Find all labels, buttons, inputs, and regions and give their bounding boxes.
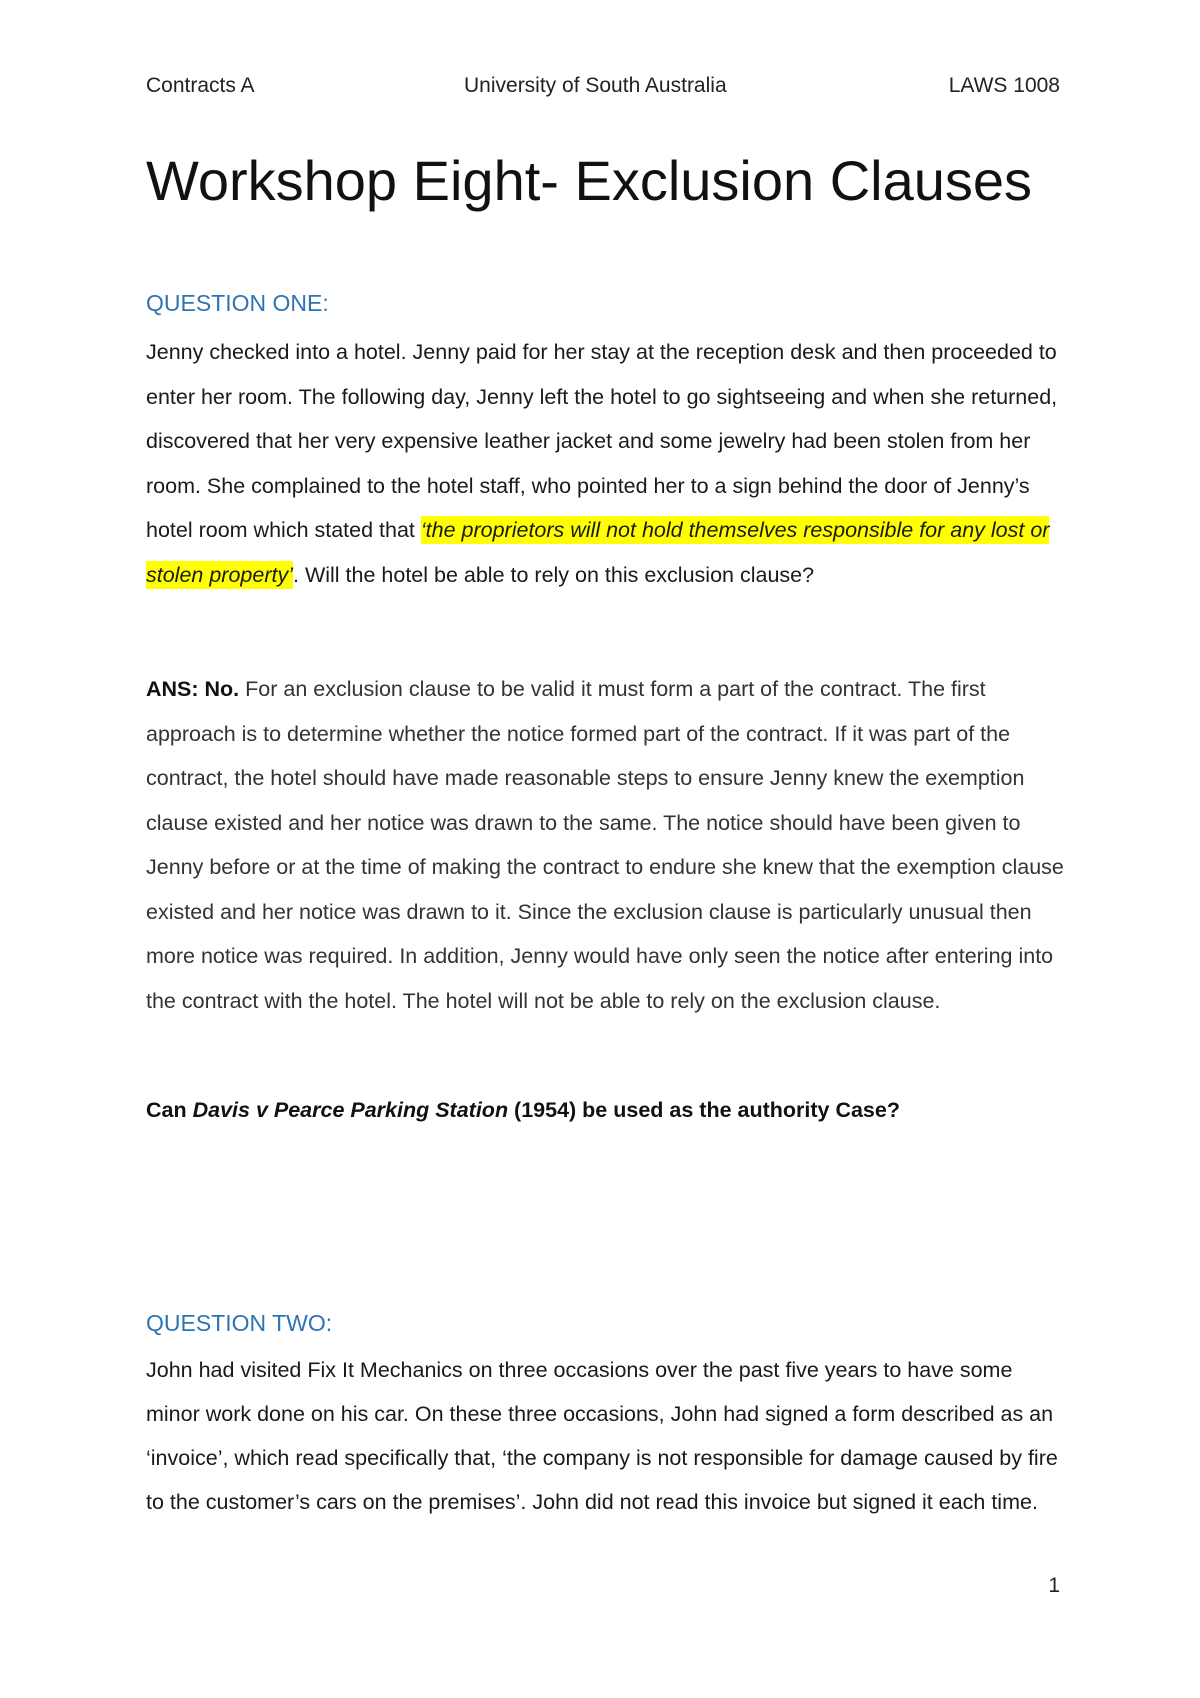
page-number: 1: [1048, 1574, 1060, 1597]
answer-text: For an exclusion clause to be valid it must form a part of the contract. The first approach is to determine whether the notice formed part of the contract. If it was part of the contract, the hotel should have made reasonable steps to ensure Jenny knew the exemption clause existed and her notice was drawn to the same. The notice should have been given to Jenny before or at the time of making the contract to endure she knew that the exemption clause existed and her notice was drawn to it. Since the exclusion clause is particularly unusual then more notice was required. In addition, Jenny would have only seen the notice after entering into the contract with the hotel. The hotel will not be able to rely on the exclusion clause.: [146, 677, 1064, 1013]
highlighted-quote: ‘the proprietors will not hold themselves responsible for any lost or stolen property’: [146, 518, 1050, 587]
question-two-heading: QUESTION TWO:: [146, 1310, 333, 1336]
case-name: Davis v Pearce Parking Station: [192, 1098, 509, 1122]
page-header: [146, 74, 1060, 102]
question-two-text: John had visited Fix It Mechanics on three occasions over the past five years to have some minor work done on his car. On these three occasions, John had signed a form described as an ‘invoice’, which read specifically that, ‘the company is not responsible for damage caused by fire to the customer’s cars on the premises’. John did not read this invoice but signed it each time.: [146, 1358, 1058, 1514]
question-one-text-after: . Will the hotel be able to rely on this exclusion clause?: [293, 562, 815, 587]
question-one-text-before: Jenny checked into a hotel. Jenny paid for her stay at the reception desk and then proceeded to enter her room. The following day, Jenny left the hotel to go sightseeing and when she returned, discovered that her very expensive leather jacket and some jewelry had been stolen from her room. She complained to the hotel staff, who pointed her to a sign behind the door of Jenny’s hotel room which stated that: [146, 340, 1058, 542]
case-question-prefix: Can: [146, 1098, 193, 1122]
answer-paragraph: [146, 667, 1066, 1023]
case-question-suffix: (1954) be used as the authority Case?: [508, 1098, 900, 1122]
header-course-code: LAWS 1008: [948, 74, 1060, 97]
header-university: University of South Australia: [464, 74, 727, 97]
case-question: [146, 1098, 1066, 1123]
question-one-heading: QUESTION ONE:: [146, 290, 329, 316]
document-title: Workshop Eight- Exclusion Clauses: [146, 149, 1033, 212]
answer-label: ANS: No.: [146, 677, 240, 701]
question-one-text: [146, 330, 1066, 597]
header-course: Contracts A: [146, 74, 255, 97]
